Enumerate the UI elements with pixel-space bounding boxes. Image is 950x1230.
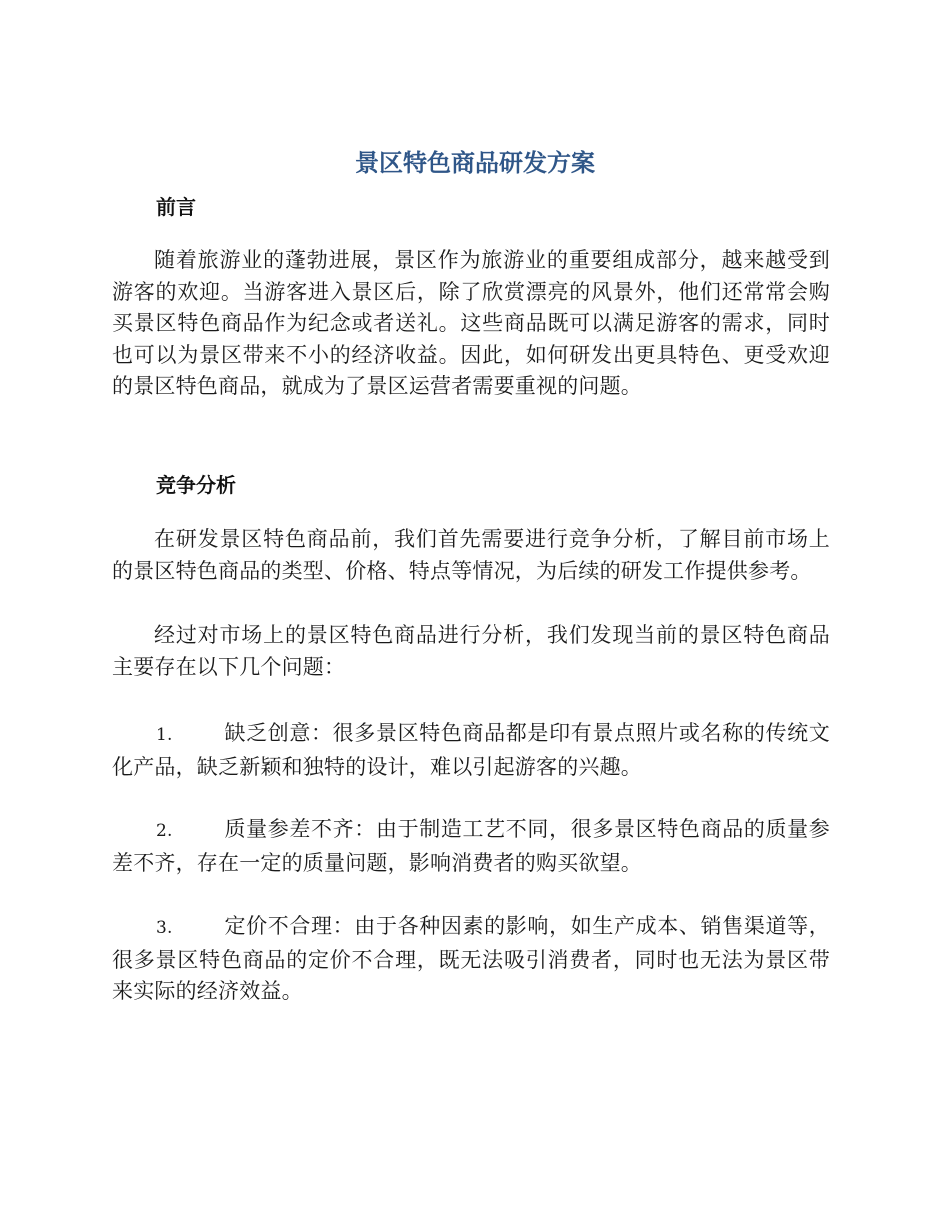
- section-heading-preface: 前言: [156, 195, 196, 219]
- list-item-number: 2.: [156, 821, 173, 841]
- list-item: [112, 814, 830, 879]
- section-heading-competition: 竞争分析: [156, 473, 236, 497]
- competition-paragraph-1: 在研发景区特色商品前，我们首先需要进行竞争分析，了解目前市场上的景区特色商品的类型、价格、特点等情况，为后续的研发工作提供参考。: [112, 527, 830, 583]
- preface-paragraph: 随着旅游业的蓬勃进展，景区作为旅游业的重要组成部分，越来越受到游客的欢迎。当游客进入景区后，除了欣赏漂亮的风景外，他们还常常会购买景区特色商品作为纪念或者送礼。这些商品既可以满足游客的需求，同时也可以为景区带来不小的经济收益。因此，如何研发出更具特色、更受欢迎的景区特色商品，就成为了景区运营者需要重视的问题。: [112, 248, 830, 398]
- list-item-text: 定价不合理：由于各种因素的影响，如生产成本、销售渠道等，很多景区特色商品的定价不合理，既无法吸引消费者，同时也无法为景区带来实际的经济效益。: [112, 914, 830, 1003]
- list-item: [112, 718, 830, 783]
- competition-paragraph-2: 经过对市场上的景区特色商品进行分析，我们发现当前的景区特色商品主要存在以下几个问题：: [112, 623, 830, 679]
- list-item-number: 1.: [156, 725, 173, 745]
- document-title: 景区特色商品研发方案: [355, 149, 595, 177]
- list-item-text: 质量参差不齐：由于制造工艺不同，很多景区特色商品的质量参差不齐，存在一定的质量问题，影响消费者的购买欲望。: [112, 817, 830, 875]
- list-item-text: 缺乏创意：很多景区特色商品都是印有景点照片或名称的传统文化产品，缺乏新颖和独特的设计，难以引起游客的兴趣。: [112, 721, 830, 779]
- list-item: [112, 911, 830, 1008]
- list-item-number: 3.: [156, 918, 173, 938]
